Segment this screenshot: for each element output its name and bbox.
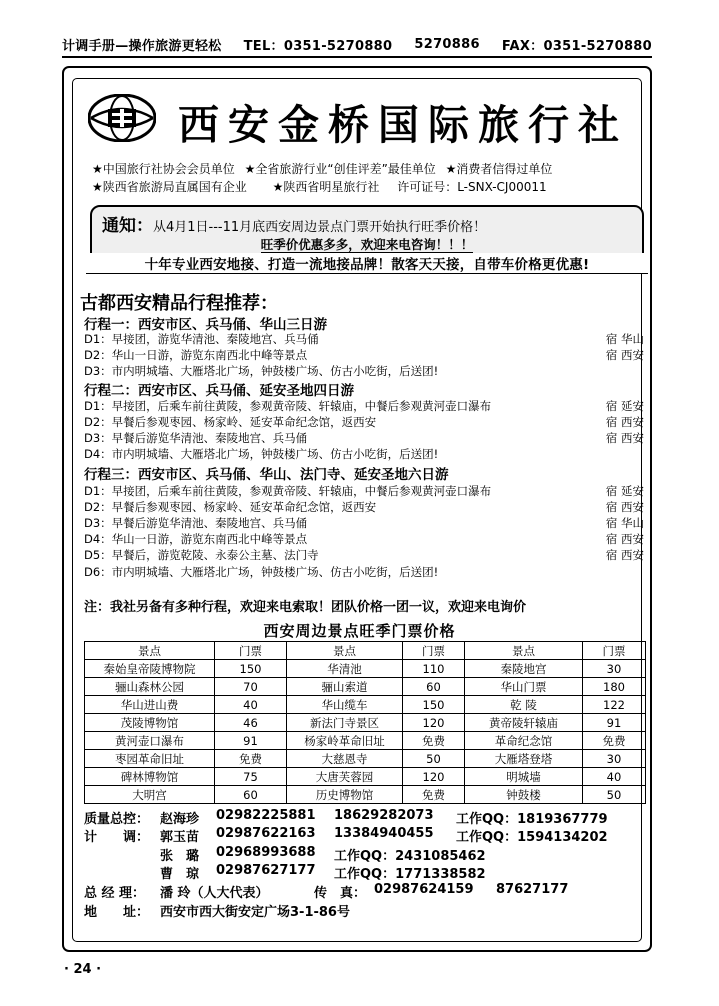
table-row xyxy=(85,696,646,714)
address-label: 地 址： xyxy=(84,905,150,920)
table-cell: 茂陵博物馆 xyxy=(85,714,215,732)
globe-bridge-logo-icon xyxy=(88,94,156,142)
table-cell: 大明宫 xyxy=(85,786,215,804)
table-row xyxy=(85,786,646,804)
license-number: 许可证号：L-SNX-CJ00011 xyxy=(397,180,547,194)
table-cell: 革命纪念馆 xyxy=(465,732,583,750)
notice-label: 通知： xyxy=(102,216,153,236)
notice-line-1 xyxy=(102,211,486,236)
day-text: D2：华山一日游，游览东南西北中峰等景点 xyxy=(84,348,308,362)
itinerary-day xyxy=(84,515,644,531)
contact-phone: 02987622163 xyxy=(216,826,316,841)
table-cell: 历史博物馆 xyxy=(287,786,403,804)
table-cell: 91 xyxy=(583,714,646,732)
table-cell: 91 xyxy=(215,732,287,750)
table-cell: 50 xyxy=(583,786,646,804)
contact-name: 郭玉苗 xyxy=(160,830,200,845)
day-text: D4：华山一日游，游览东南西北中峰等景点 xyxy=(84,532,308,546)
company-name: 西安金桥国际旅行社 xyxy=(178,101,628,149)
overnight-city: 宿 西安 xyxy=(605,431,644,445)
contact-name: 曹 琼 xyxy=(160,867,200,882)
overnight-city: 宿 西安 xyxy=(605,500,644,514)
itinerary-day xyxy=(84,499,644,515)
section-title: 古都西安精品行程推荐： xyxy=(80,293,278,314)
fax-number-2: 87627177 xyxy=(496,882,569,897)
table-cell: 华山缆车 xyxy=(287,696,403,714)
day-text: D6：市内明城墙、大雁塔北广场，钟鼓楼广场、仿古小吃街，后送团! xyxy=(84,565,439,579)
table-cell: 乾 陵 xyxy=(465,696,583,714)
table-cell: 华山门票 xyxy=(465,678,583,696)
ticket-table-title: 西安周边景点旺季门票价格 xyxy=(263,622,456,640)
table-cell: 30 xyxy=(583,750,646,768)
contact-name: 赵海珍 xyxy=(160,812,200,827)
day-text: D1：早接团，游览华清池、秦陵地宫、兵马俑 xyxy=(84,332,319,346)
table-row xyxy=(85,768,646,786)
table-cell: 150 xyxy=(215,660,287,678)
table-cell: 秦陵地宫 xyxy=(465,660,583,678)
itinerary-day xyxy=(84,398,644,414)
table-cell: 大慈恩寺 xyxy=(287,750,403,768)
fax-number: 02987624159 xyxy=(374,882,474,897)
table-cell: 60 xyxy=(403,678,465,696)
col-header-price: 门票 xyxy=(215,642,287,660)
route-title: 行程二：西安市区、兵马俑、延安圣地四日游 xyxy=(84,383,354,399)
table-cell: 华清池 xyxy=(287,660,403,678)
itinerary-day xyxy=(84,331,644,347)
credential-item: ★陕西省旅游局直属国有企业 xyxy=(92,180,247,194)
credential-item: ★中国旅行社协会会员单位 xyxy=(92,162,235,176)
table-cell: 钟鼓楼 xyxy=(465,786,583,804)
credential-item: ★全省旅游行业“创佳评差”最佳单位 xyxy=(244,162,436,176)
day-text: D1：早接团，后乘车前往黄陵，参观黄帝陵、轩辕庙，中餐后参观黄河壶口瀑布 xyxy=(84,399,492,413)
notice-box xyxy=(90,205,644,273)
table-cell: 大雁塔登塔 xyxy=(465,750,583,768)
table-cell: 免费 xyxy=(403,732,465,750)
table-cell: 110 xyxy=(403,660,465,678)
itinerary-day xyxy=(84,483,644,499)
table-row xyxy=(85,714,646,732)
table-row xyxy=(85,750,646,768)
notice-line-2 xyxy=(92,235,642,253)
table-cell: 180 xyxy=(583,678,646,696)
ticket-price-table xyxy=(84,641,646,804)
day-text: D3：早餐后游览华清池、秦陵地宫、兵马俑 xyxy=(84,516,308,530)
table-row xyxy=(85,732,646,750)
table-cell: 30 xyxy=(583,660,646,678)
table-cell: 秦始皇帝陵博物院 xyxy=(85,660,215,678)
notice-line-3: 十年专业西安地接、打造一流地接品牌！散客天天接，自带车价格更优惠! xyxy=(86,253,648,274)
itinerary-day xyxy=(84,414,644,430)
contact-qq: 工作QQ：1594134202 xyxy=(456,830,608,845)
table-cell: 122 xyxy=(583,696,646,714)
contact-role: 质量总控： xyxy=(84,812,150,827)
day-text: D3：市内明城墙、大雁塔北广场，钟鼓楼广场、仿古小吃街，后送团! xyxy=(84,364,439,378)
table-cell: 60 xyxy=(215,786,287,804)
itinerary-day xyxy=(84,531,644,547)
table-cell: 华山进山费 xyxy=(85,696,215,714)
contact-role: 计 调： xyxy=(84,830,150,845)
contact-qq: 工作QQ：1819367779 xyxy=(456,812,608,827)
table-cell: 枣园革命旧址 xyxy=(85,750,215,768)
credential-line-1 xyxy=(92,160,552,177)
table-cell: 150 xyxy=(403,696,465,714)
table-header-row xyxy=(85,642,646,660)
overnight-city: 宿 西安 xyxy=(605,415,644,429)
col-header-price: 门票 xyxy=(583,642,646,660)
contact-mobile: 13384940455 xyxy=(334,826,434,841)
table-cell: 杨家岭革命旧址 xyxy=(287,732,403,750)
overnight-city: 宿 延安 xyxy=(605,484,644,498)
table-cell: 黄河壶口瀑布 xyxy=(85,732,215,750)
table-row xyxy=(85,660,646,678)
itinerary-day xyxy=(84,564,644,580)
table-cell: 新法门寺景区 xyxy=(287,714,403,732)
overnight-city: 宿 华山 xyxy=(605,516,644,530)
note-line: 注：我社另备有多种行程，欢迎来电索取！团队价格一团一议，欢迎来电询价 xyxy=(84,600,527,615)
table-cell: 70 xyxy=(215,678,287,696)
col-header-spot: 景点 xyxy=(287,642,403,660)
contact-phone: 02987627177 xyxy=(216,863,316,878)
table-cell: 46 xyxy=(215,714,287,732)
contact-phone: 02968993688 xyxy=(216,845,316,860)
overnight-city: 宿 延安 xyxy=(605,399,644,413)
route-title: 行程三：西安市区、兵马俑、华山、法门寺、延安圣地六日游 xyxy=(84,467,449,483)
table-cell: 50 xyxy=(403,750,465,768)
header-slogan: 计调手册—操作旅游更轻松 xyxy=(62,38,222,54)
day-text: D2：早餐后参观枣园、杨家岭、延安革命纪念馆，返西安 xyxy=(84,415,377,429)
address-value: 西安市西大街安定广场3-1-86号 xyxy=(160,905,350,920)
credential-item: ★陕西省明星旅行社 xyxy=(272,180,380,194)
overnight-city: 宿 华山 xyxy=(605,332,644,346)
manager-name: 潘 玲（人大代表） xyxy=(160,886,269,901)
itinerary-day xyxy=(84,363,644,379)
itinerary-day xyxy=(84,446,644,462)
fax-label: 传 真： xyxy=(314,886,367,901)
table-cell: 骊山索道 xyxy=(287,678,403,696)
table-cell: 明城墙 xyxy=(465,768,583,786)
itinerary-day xyxy=(84,347,644,363)
table-cell: 120 xyxy=(403,768,465,786)
page-number: · 24 · xyxy=(64,962,102,977)
overnight-city: 宿 西安 xyxy=(605,348,644,362)
table-cell: 免费 xyxy=(215,750,287,768)
overnight-city: 宿 西安 xyxy=(605,548,644,562)
table-cell: 大唐芙蓉园 xyxy=(287,768,403,786)
notice-text: 从4月1日---11月底西安周边景点门票开始执行旺季价格！ xyxy=(153,220,487,235)
header-tel-2: 5270886 xyxy=(414,36,480,52)
credential-line-2 xyxy=(92,178,547,195)
contact-qq: 工作QQ：1771338582 xyxy=(334,867,486,882)
notice-highlight: 旺季价优惠多多，欢迎来电咨询！！！ xyxy=(260,237,474,252)
col-header-spot: 景点 xyxy=(465,642,583,660)
day-text: D5：早餐后，游览乾陵、永泰公主墓、法门寺 xyxy=(84,548,319,562)
header-rule xyxy=(62,56,652,58)
route-title: 行程一：西安市区、兵马俑、华山三日游 xyxy=(84,317,327,333)
itinerary-day xyxy=(84,430,644,446)
day-text: D3：早餐后游览华清池、秦陵地宫、兵马俑 xyxy=(84,431,308,445)
contact-mobile: 18629282073 xyxy=(334,808,434,823)
header-fax: FAX：0351-5270880 xyxy=(501,38,652,54)
contact-name: 张 璐 xyxy=(160,849,200,864)
table-cell: 40 xyxy=(583,768,646,786)
day-text: D1：早接团，后乘车前往黄陵，参观黄帝陵、轩辕庙，中餐后参观黄河壶口瀑布 xyxy=(84,484,492,498)
overnight-city: 宿 西安 xyxy=(605,532,644,546)
col-header-spot: 景点 xyxy=(85,642,215,660)
credential-item: ★消费者信得过单位 xyxy=(445,162,553,176)
table-row xyxy=(85,678,646,696)
table-cell: 骊山森林公园 xyxy=(85,678,215,696)
table-cell: 120 xyxy=(403,714,465,732)
manager-role: 总 经 理： xyxy=(84,886,146,901)
table-cell: 免费 xyxy=(583,732,646,750)
itinerary-day xyxy=(84,547,644,563)
col-header-price: 门票 xyxy=(403,642,465,660)
header-tel: TEL：0351-5270880 xyxy=(243,38,393,54)
table-cell: 40 xyxy=(215,696,287,714)
table-cell: 免费 xyxy=(403,786,465,804)
day-text: D4：市内明城墙、大雁塔北广场，钟鼓楼广场、仿古小吃街，后送团! xyxy=(84,447,439,461)
table-cell: 75 xyxy=(215,768,287,786)
table-cell: 黄帝陵轩辕庙 xyxy=(465,714,583,732)
table-cell: 碑林博物馆 xyxy=(85,768,215,786)
header-bar xyxy=(62,34,652,54)
contact-qq: 工作QQ：2431085462 xyxy=(334,849,486,864)
contact-phone: 02982225881 xyxy=(216,808,316,823)
day-text: D2：早餐后参观枣园、杨家岭、延安革命纪念馆，返西安 xyxy=(84,500,377,514)
